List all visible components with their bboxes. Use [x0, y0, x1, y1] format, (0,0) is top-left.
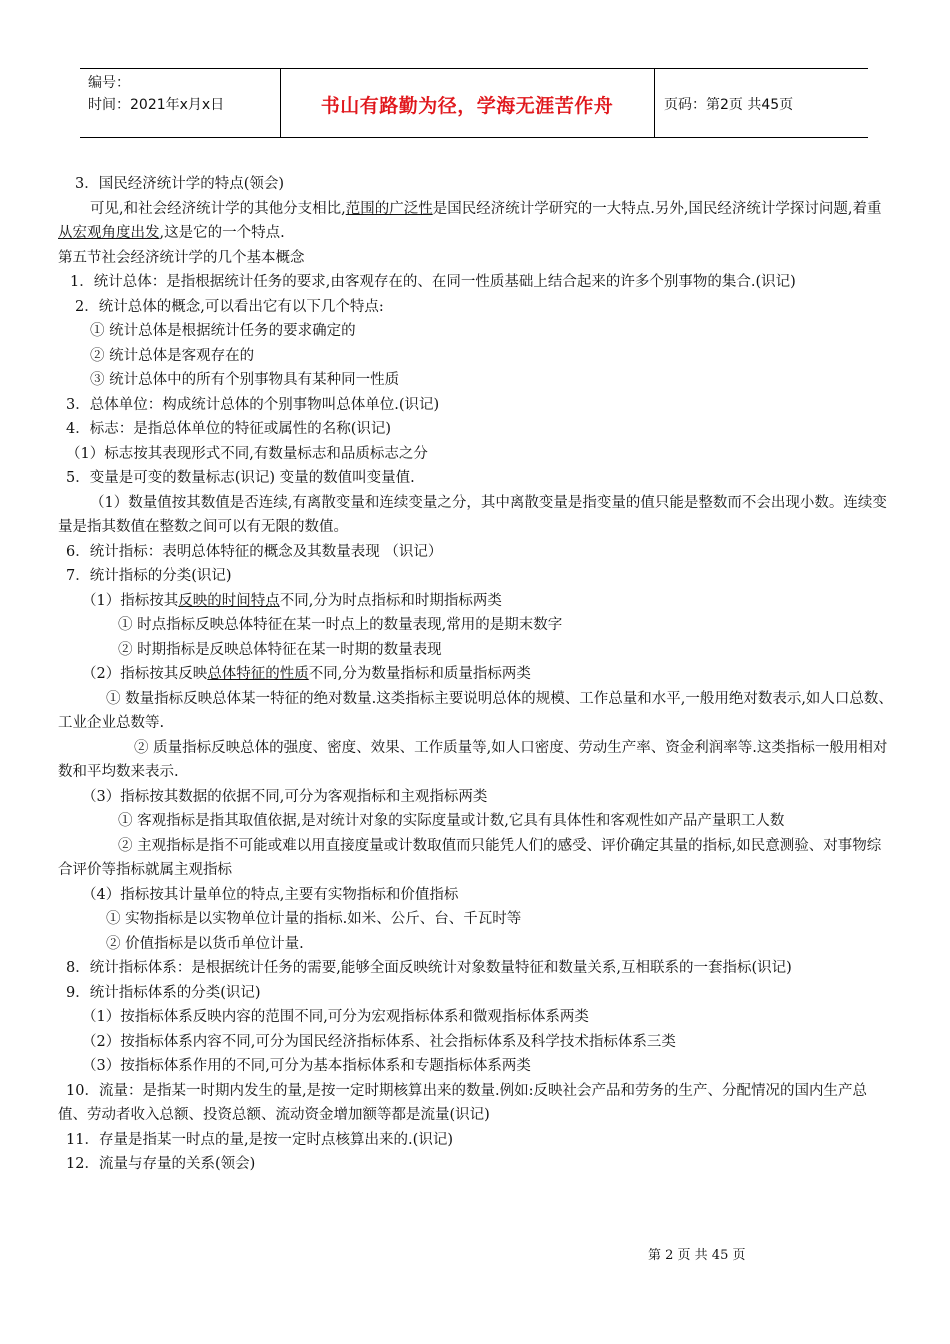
paragraph-line: ① 统计总体是根据统计任务的要求确定的	[90, 323, 356, 339]
paragraph-line: （1）数量值按其数值是否连续,有离散变量和连续变量之分，其中离散变量是指变量的值只能是整数而不会出现小数。连续变量是指其数值在整数之间可以有无限的数值。	[58, 494, 887, 535]
paragraph-line: （1）按指标体系反映内容的范围不同,可分为宏观指标体系和微观指标体系两类	[82, 1009, 589, 1025]
paragraph-line: ① 实物指标是以实物单位计量的指标.如米、公斤、台、千瓦时等	[106, 911, 522, 927]
paragraph-line: ② 主观指标是指不可能或难以用直接度量或计数取值而只能凭人们的感受、评价确定其量的指标,如民意测验、对事物综合评价等指标就属主观指标	[58, 837, 882, 878]
text-span: ,这是它的一个特点.	[159, 225, 285, 241]
text-span: （2）指标按其反映	[82, 666, 208, 682]
paragraph-line: 3．国民经济统计学的特点(领会)	[75, 176, 285, 192]
paragraph-line: （3）指标按其数据的依据不同,可分为客观指标和主观指标两类	[82, 788, 488, 805]
text-span: 不同,分为数量指标和质量指标两类	[308, 666, 531, 682]
paragraph-line: 12．流量与存量的关系(领会)	[66, 1156, 256, 1172]
paragraph-line: （2）按指标体系内容不同,可分为国民经济指标体系、社会指标体系及科学技术指标体系三类	[82, 1033, 676, 1050]
text-span: 是国民经济统计学研究的一大特点.另外,国民经济统计学探讨问题,着重	[432, 200, 882, 217]
header-motto-cell	[280, 69, 655, 137]
paragraph-line: （3）按指标体系作用的不同,可分为基本指标体系和专题指标体系两类	[82, 1058, 531, 1074]
paragraph-line: 1．统计总体：是指根据统计任务的要求,由客观存在的、在同一性质基础上结合起来的许多个别事物的集合.(识记)	[70, 274, 796, 290]
doc-date: 时间：2021年x月x日	[88, 97, 225, 113]
header-info-cell	[80, 69, 281, 137]
paragraph-line: 8．统计指标体系：是根据统计任务的需要,能够全面反映统计对象数量特征和数量关系,互相联系的一套指标(识记)	[66, 960, 792, 976]
paragraph-line	[58, 662, 894, 687]
paragraph-line: 3．总体单位：构成统计总体的个别事物叫总体单位.(识记)	[66, 396, 440, 413]
page-footer: 第 2 页 共 45 页	[648, 1248, 746, 1263]
paragraph-line: 10．流量：是指某一时期内发生的量,是按一定时期核算出来的数量.例如:反映社会产品和劳务的生产、分配情况的国内生产总值、劳动者收入总额、投资总额、流动资金增加额等都是流量(识记)	[58, 1082, 868, 1123]
underlined-text: 反映的时间特点	[178, 592, 280, 609]
doc-number: 编号：	[88, 75, 130, 91]
text-span: （1）指标按其	[82, 592, 179, 609]
header-page-cell	[655, 69, 868, 137]
paragraph-line: （1）标志按其表现形式不同,有数量标志和品质标志之分	[66, 445, 428, 462]
paragraph-line: ② 统计总体是客观存在的	[90, 347, 255, 364]
paragraph-line: 5．变量是可变的数量标志(识记) 变量的数值叫变量值.	[66, 470, 415, 486]
paragraph-line: ② 质量指标反映总体的强度、密度、效果、工作质量等,如人口密度、劳动生产率、资金利润率等.这类指标一般用相对数和平均数来表示.	[58, 739, 888, 780]
paragraph-line: 11．存量是指某一时点的量,是按一定时点核算出来的.(识记)	[66, 1131, 453, 1148]
paragraph-line: ③ 统计总体中的所有个别事物具有某种同一性质	[90, 372, 400, 388]
paragraph-line: ② 价值指标是以货币单位计量.	[106, 935, 304, 952]
paragraph-line: 4．标志：是指总体单位的特征或属性的名称(识记)	[66, 421, 392, 437]
paragraph-line: （4）指标按其计量单位的特点,主要有实物指标和价值指标	[82, 886, 459, 903]
page-info: 页码：第2页 共45页	[664, 97, 794, 113]
paragraph-line: ① 数量指标反映总体某一特征的绝对数量.这类指标主要说明总体的规模、工作总量和水平,一般用绝对数表示,如人口总数、工业企业总数等.	[58, 690, 893, 731]
paragraph-line: 9．统计指标体系的分类(识记)	[66, 984, 261, 1001]
underlined-text: 从宏观角度出发	[58, 225, 160, 241]
motto: 书山有路勤为径，学海无涯苦作舟	[320, 95, 614, 117]
paragraph-line: ① 时点指标反映总体特征在某一时点上的数量表现,常用的是期末数字	[118, 617, 563, 633]
document-body	[58, 172, 894, 1177]
paragraph-line: 6．统计指标：表明总体特征的概念及其数量表现 （识记）	[66, 543, 443, 560]
underlined-text: 范围的广泛性	[345, 200, 433, 217]
paragraph-line	[58, 589, 894, 614]
text-span: 不同,分为时点指标和时期指标两类	[279, 592, 502, 609]
paragraph-line: 第五节社会经济统计学的几个基本概念	[58, 249, 305, 266]
text-span: 可见,和社会经济统计学的其他分支相比,	[90, 200, 346, 217]
underlined-text: 总体特征的性质	[207, 666, 309, 682]
paragraph-line: ① 客观指标是指其取值依据,是对统计对象的实际度量或计数,它具有具体性和客观性如产品产量职工人数	[118, 813, 785, 829]
paragraph-line: 7．统计指标的分类(识记)	[66, 568, 232, 584]
paragraph-line: 2．统计总体的概念,可以看出它有以下几个特点:	[75, 298, 384, 315]
page-header	[80, 68, 868, 138]
paragraph-line	[58, 197, 894, 246]
paragraph-line: ② 时期指标是反映总体特征在某一时期的数量表现	[118, 641, 442, 658]
